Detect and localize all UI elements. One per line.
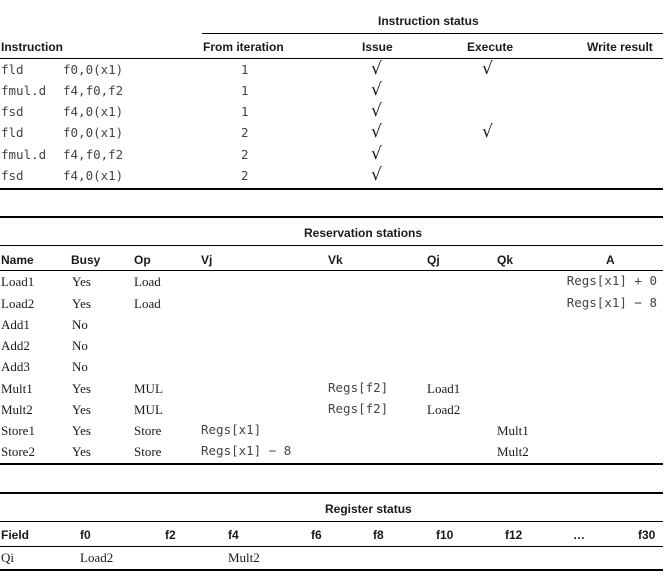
header-a: A <box>606 253 615 267</box>
issue-check-icon: √ <box>371 80 382 100</box>
station-busy: Yes <box>72 423 91 438</box>
station-name: Add2 <box>1 338 30 353</box>
station-name: Add1 <box>1 317 30 332</box>
register-title-rule <box>0 521 663 522</box>
station-qj: Load1 <box>427 381 461 396</box>
register-field-qi: Qi <box>1 550 14 565</box>
execute-check-icon: √ <box>482 122 493 142</box>
instr-op: fld <box>1 62 24 77</box>
instr-op: fmul.d <box>1 83 47 98</box>
instr-iteration: 2 <box>241 147 249 162</box>
instr-iteration: 2 <box>241 125 249 140</box>
station-name: Add3 <box>1 359 30 374</box>
instruction-header-rule <box>0 58 663 59</box>
register-f4-qi: Mult2 <box>228 550 260 565</box>
register-table-bottom-rule <box>0 569 663 571</box>
issue-check-icon: √ <box>371 101 382 121</box>
header-f6: f6 <box>311 528 322 542</box>
header-f0: f0 <box>80 528 91 542</box>
station-qk: Mult2 <box>497 444 529 459</box>
header-issue: Issue <box>362 40 393 54</box>
header-qj: Qj <box>427 253 440 267</box>
instruction-table-bottom-rule <box>0 188 663 190</box>
header-f2: f2 <box>165 528 176 542</box>
reservation-stations-title: Reservation stations <box>304 226 423 240</box>
issue-check-icon: √ <box>371 144 382 164</box>
station-vj: Regs[x1] <box>201 422 262 437</box>
header-f10: f10 <box>436 528 454 542</box>
station-busy: No <box>72 317 88 332</box>
header-f8: f8 <box>373 528 384 542</box>
instr-op: fld <box>1 125 24 140</box>
instruction-status-title: Instruction status <box>378 14 479 28</box>
instruction-status-title-rule <box>202 33 663 34</box>
station-op: Store <box>134 423 162 438</box>
reservation-table-bottom-rule <box>0 463 663 465</box>
station-name: Store1 <box>1 423 35 438</box>
instr-args: f4,0(x1) <box>63 104 124 119</box>
register-status-title: Register status <box>325 502 412 516</box>
register-header-rule <box>0 546 663 547</box>
station-vk: Regs[f2] <box>328 380 389 395</box>
station-op: Store <box>134 444 162 459</box>
instr-op: fmul.d <box>1 147 47 162</box>
instr-args: f4,0(x1) <box>63 168 124 183</box>
station-busy: No <box>72 338 88 353</box>
issue-check-icon: √ <box>371 59 382 79</box>
instr-iteration: 1 <box>241 62 249 77</box>
instr-args: f0,0(x1) <box>63 125 124 140</box>
header-vj: Vj <box>201 253 213 267</box>
instr-iteration: 1 <box>241 104 249 119</box>
header-f30: f30 <box>638 528 656 542</box>
header-busy: Busy <box>71 253 101 267</box>
instr-iteration: 2 <box>241 168 249 183</box>
station-a: Regs[x1] + 0 <box>566 273 657 288</box>
execute-check-icon: √ <box>482 59 493 79</box>
header-vk: Vk <box>328 253 343 267</box>
instr-op: fsd <box>1 104 24 119</box>
station-op: MUL <box>134 381 163 396</box>
station-vj: Regs[x1] − 8 <box>201 443 292 458</box>
instr-args: f4,f0,f2 <box>63 147 124 162</box>
station-name: Mult2 <box>1 402 33 417</box>
issue-check-icon: √ <box>371 165 382 185</box>
header-write-result: Write result <box>587 40 653 54</box>
station-busy: Yes <box>72 381 91 396</box>
header-ellipsis: … <box>573 528 585 542</box>
reservation-table-top-rule <box>0 216 663 218</box>
station-op: MUL <box>134 402 163 417</box>
issue-check-icon: √ <box>371 122 382 142</box>
instr-iteration: 1 <box>241 83 249 98</box>
header-qk: Qk <box>497 253 514 267</box>
station-a: Regs[x1] − 8 <box>566 295 657 310</box>
reservation-title-rule <box>0 245 663 246</box>
station-qk: Mult1 <box>497 423 529 438</box>
header-name: Name <box>1 253 34 267</box>
station-name: Load1 <box>1 274 35 289</box>
header-f12: f12 <box>505 528 523 542</box>
station-name: Store2 <box>1 444 35 459</box>
station-op: Load <box>134 274 161 289</box>
station-name: Mult1 <box>1 381 33 396</box>
station-vk: Regs[f2] <box>328 401 389 416</box>
station-busy: Yes <box>72 274 91 289</box>
station-name: Load2 <box>1 296 35 311</box>
header-field: Field <box>1 528 30 542</box>
station-op: Load <box>134 296 161 311</box>
header-execute: Execute <box>467 40 514 54</box>
header-instruction: Instruction <box>1 40 63 54</box>
station-busy: Yes <box>72 444 91 459</box>
station-busy: Yes <box>72 402 91 417</box>
station-busy: Yes <box>72 296 91 311</box>
reservation-header-rule <box>0 270 663 271</box>
register-table-top-rule <box>0 492 663 494</box>
station-qj: Load2 <box>427 402 461 417</box>
station-busy: No <box>72 359 88 374</box>
instr-args: f0,0(x1) <box>63 62 124 77</box>
instr-op: fsd <box>1 168 24 183</box>
header-f4: f4 <box>228 528 239 542</box>
header-from-iteration: From iteration <box>203 40 284 54</box>
register-f0-qi: Load2 <box>80 550 114 565</box>
header-op: Op <box>134 253 151 267</box>
instr-args: f4,f0,f2 <box>63 83 124 98</box>
